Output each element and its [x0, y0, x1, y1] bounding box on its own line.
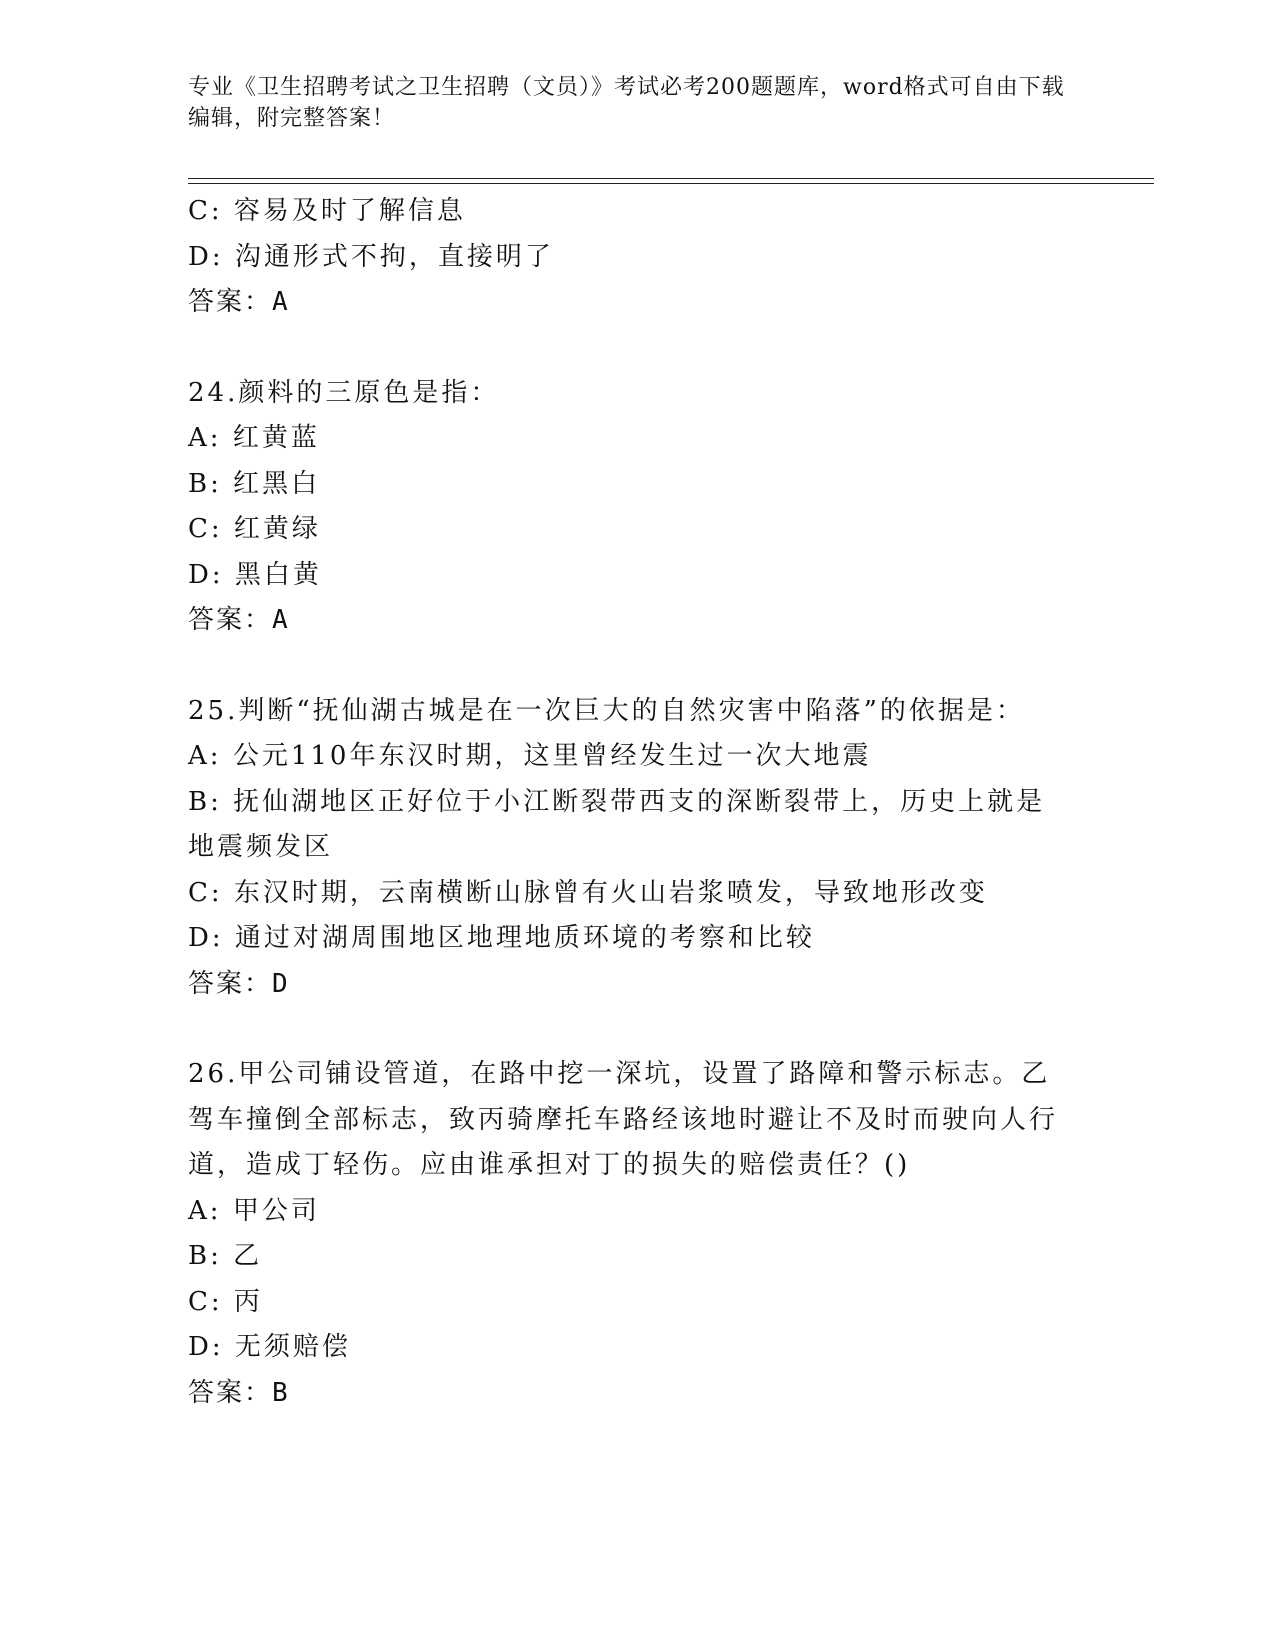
question-stem: 26.甲公司铺设管道，在路中挖一深坑，设置了路障和警示标志。乙驾车撞倒全部标志，致丙骑摩托车路经该地时避让不及时而驶向人行道，造成丁轻伤。应由谁承担对丁的损失的赔偿责任？()	[188, 1059, 1059, 1180]
option-a	[188, 734, 1068, 780]
partial-question	[188, 189, 1068, 326]
option-text: 抚仙湖地区正好位于小江断裂带西支的深断裂带上，历史上就是地震频发区	[188, 786, 1046, 862]
option-d	[188, 553, 1068, 599]
answer-label: 答案：	[188, 287, 273, 317]
answer-line	[188, 1371, 1068, 1417]
option-c	[188, 189, 1068, 235]
option-text: 公元110年东汉时期，这里曾经发生过一次大地震	[232, 741, 872, 771]
option-text: 红黑白	[233, 468, 321, 499]
option-label: D:	[188, 559, 224, 590]
option-text: 红黄绿	[233, 514, 321, 544]
header-divider	[188, 178, 1154, 184]
option-text: 容易及时了解信息	[233, 196, 466, 226]
option-label: C:	[188, 1286, 223, 1317]
option-text: 东汉时期，云南横断山脉曾有火山岩浆喷发，导致地形改变	[233, 877, 988, 908]
option-a	[188, 416, 1068, 462]
question-25	[188, 689, 1068, 1008]
option-text: 丙	[233, 1286, 263, 1317]
option-c	[188, 507, 1068, 553]
answer-label: 答案：	[188, 968, 273, 999]
answer-label: 答案：	[188, 1377, 273, 1408]
option-text: 沟通形式不拘，直接明了	[234, 241, 554, 272]
option-text: 无须赔偿	[234, 1332, 351, 1362]
option-text: 乙	[233, 1241, 263, 1271]
option-text: 甲公司	[232, 1195, 320, 1226]
option-label: D:	[188, 1332, 224, 1362]
option-b	[188, 780, 1068, 871]
option-label: C:	[188, 877, 223, 908]
option-label: C:	[188, 196, 223, 226]
question-26	[188, 1052, 1068, 1416]
option-c	[188, 871, 1068, 917]
answer-line	[188, 962, 1068, 1008]
option-d	[188, 1325, 1068, 1371]
option-label: B:	[188, 468, 222, 499]
answer-value: A	[272, 605, 290, 635]
answer-line	[188, 280, 1068, 326]
answer-label: 答案：	[188, 605, 273, 635]
option-label: C:	[188, 514, 223, 544]
option-text: 通过对湖周围地区地理地质环境的考察和比较	[234, 923, 815, 953]
option-label: B:	[188, 786, 222, 817]
answer-line	[188, 598, 1068, 644]
document-body	[188, 189, 1068, 1416]
option-a	[188, 1189, 1068, 1235]
option-b	[188, 462, 1068, 508]
question-24	[188, 371, 1068, 644]
answer-value: A	[272, 287, 290, 317]
question-stem: 25.判断“抚仙湖古城是在一次巨大的自然灾害中陷落”的依据是：	[188, 695, 1025, 726]
question-stem: 24.颜料的三原色是指：	[188, 377, 500, 408]
option-label: A:	[188, 423, 222, 453]
answer-value: D	[272, 968, 290, 999]
option-d	[188, 916, 1068, 962]
option-d	[188, 235, 1068, 281]
option-label: B:	[188, 1241, 222, 1271]
option-text: 红黄蓝	[232, 423, 320, 453]
answer-value: B	[272, 1377, 290, 1408]
document-header: 专业《卫生招聘考试之卫生招聘（文员）》考试必考200题题库，word格式可自由下载编辑，附完整答案！	[188, 75, 1065, 131]
option-b	[188, 1234, 1068, 1280]
option-label: D:	[188, 241, 224, 272]
option-c	[188, 1280, 1068, 1326]
option-label: A:	[188, 1195, 222, 1226]
option-text: 黑白黄	[234, 559, 322, 590]
option-label: A:	[188, 741, 222, 771]
option-label: D:	[188, 923, 224, 953]
